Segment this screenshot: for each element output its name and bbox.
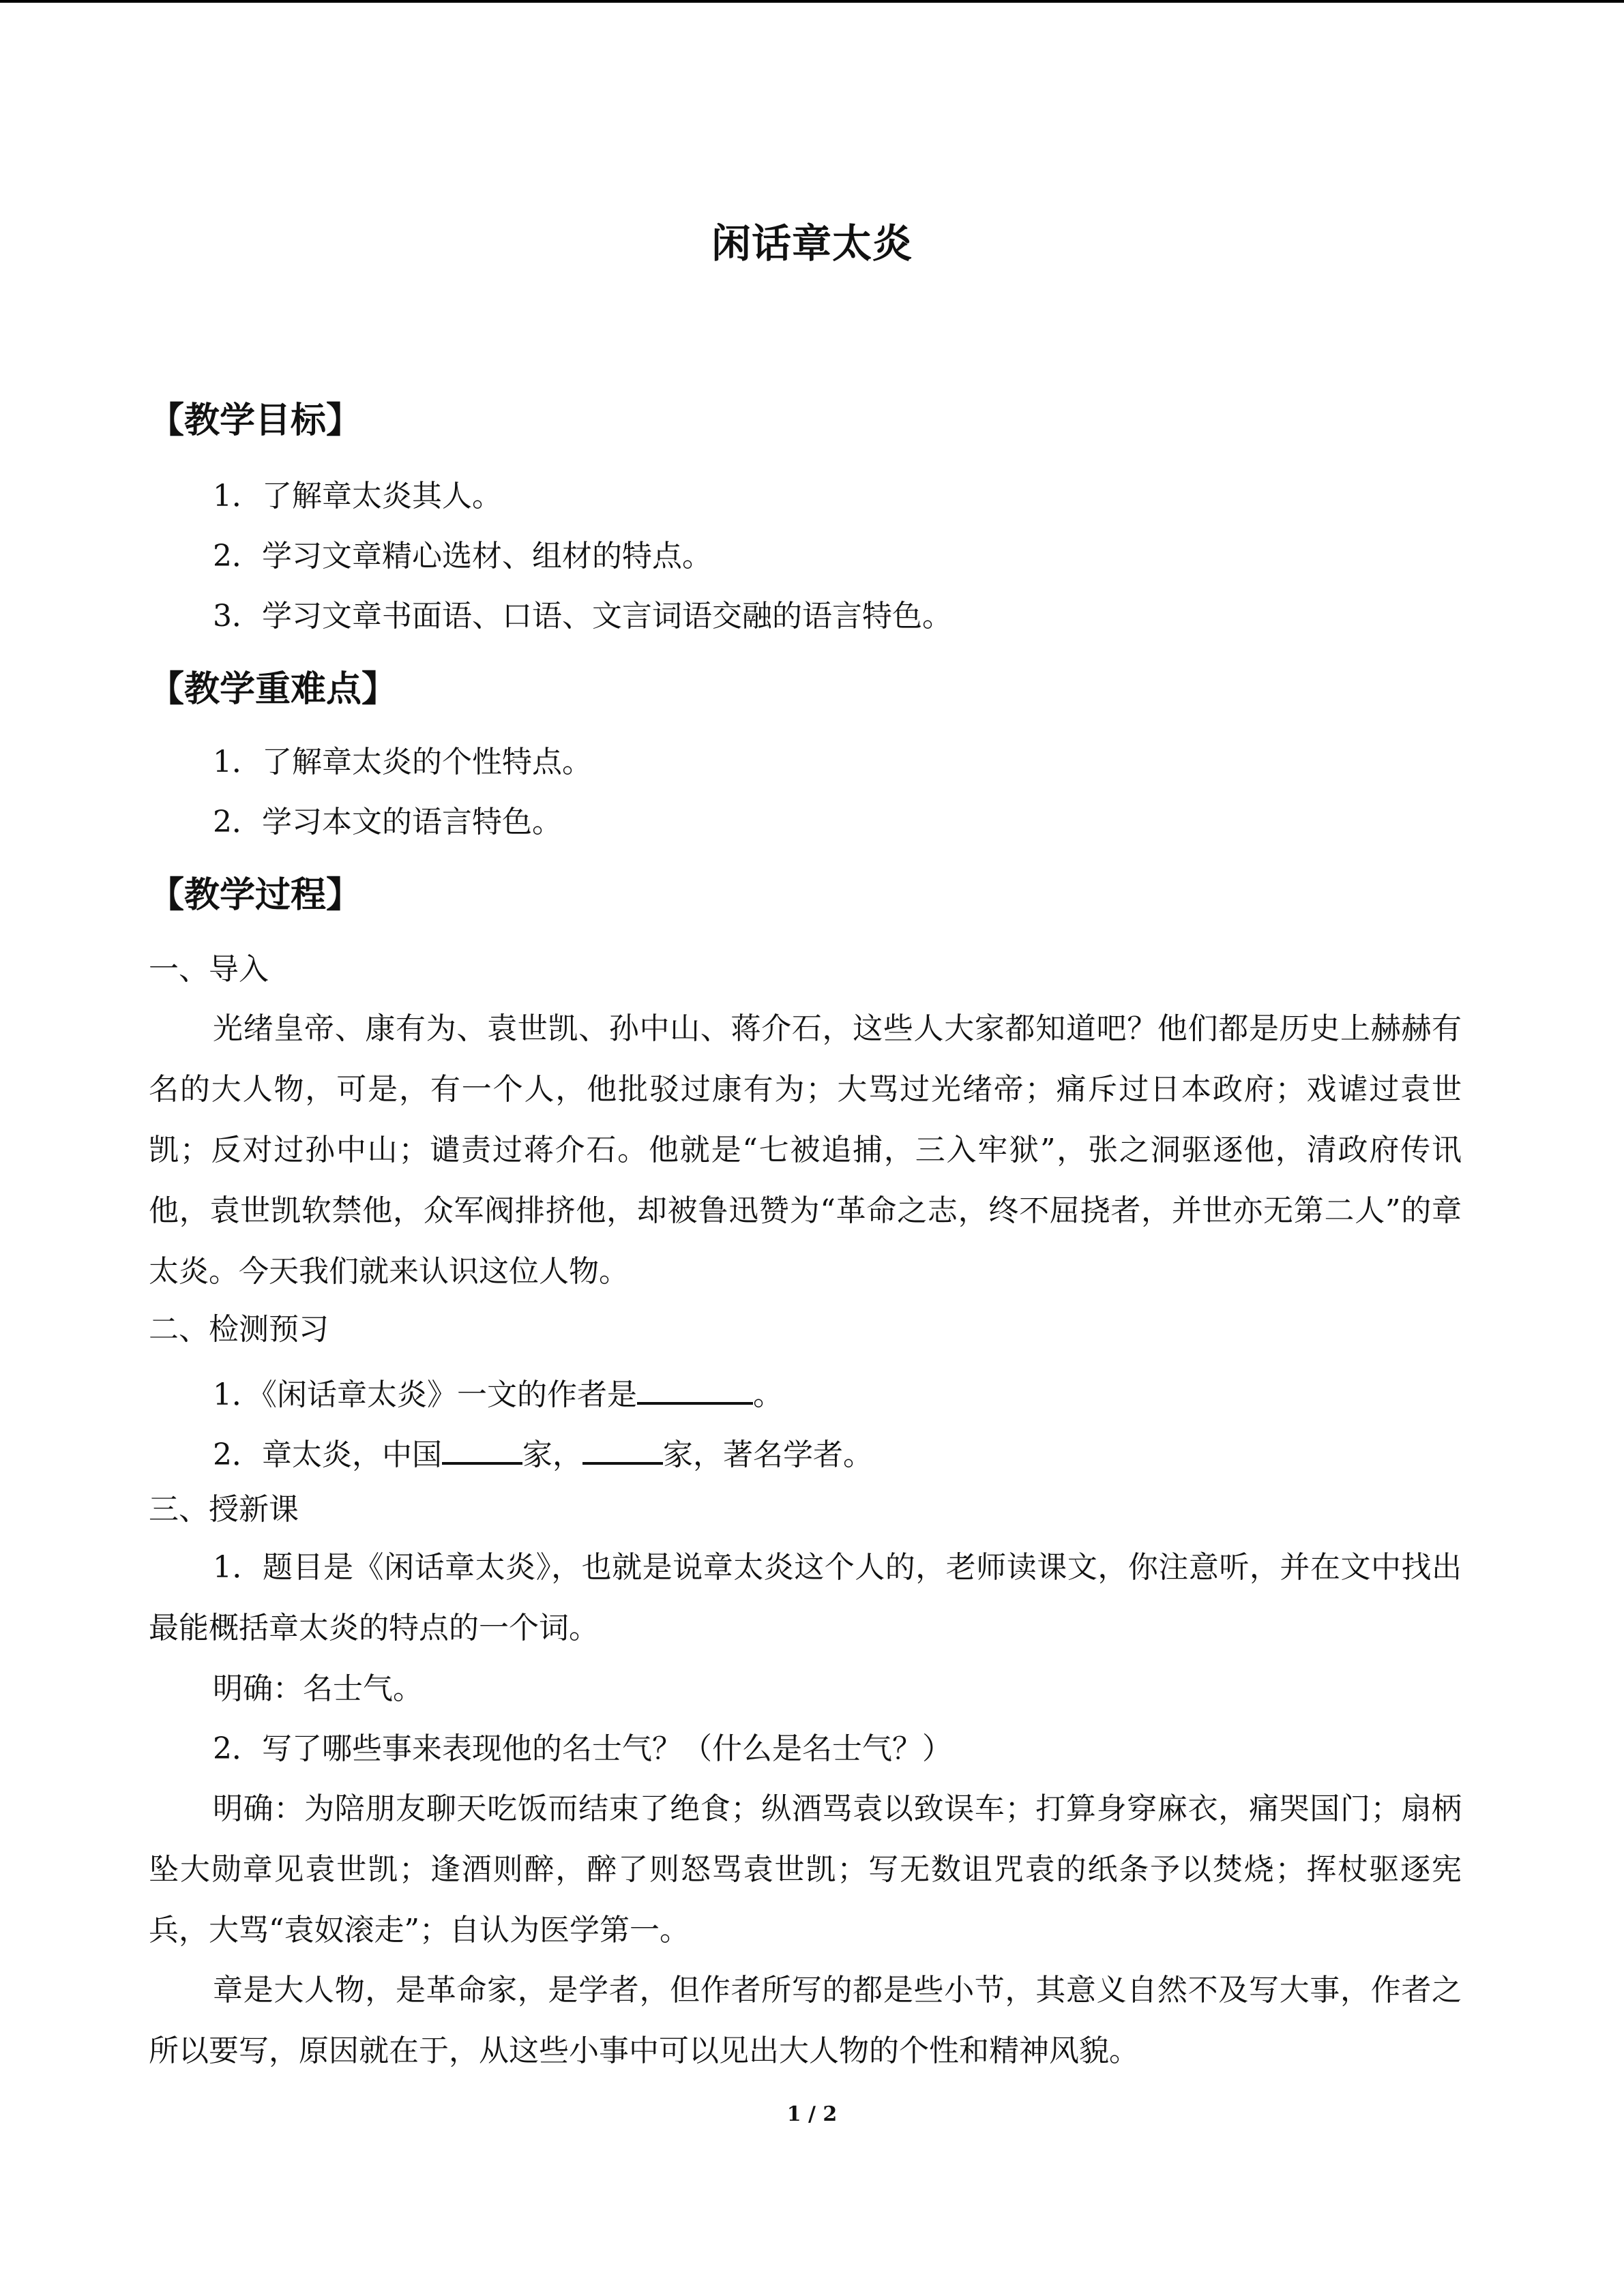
part-label-intro: 一、导入	[149, 952, 269, 987]
part-label-preview: 二、检测预习	[149, 1312, 329, 1347]
document-title: 闲话章太炎	[711, 220, 913, 267]
section-heading-goals: 【教学目标】	[149, 400, 362, 441]
section-heading-process: 【教学过程】	[149, 875, 362, 916]
preview-question-1	[213, 1375, 783, 1410]
lesson-paragraph-3: 章是大人物，是革命家，是学者，但作者所写的都是些小节，其意义自然不及写大事，作者之所以要写，原因就在于，从这些小事中可以见出大人物的个性和精神风貌。	[149, 1973, 1462, 2068]
answer-blank	[442, 1435, 522, 1465]
preview-question-2	[213, 1435, 873, 1470]
goal-item-3: 3．学习文章书面语、口语、文言词语交融的语言特色。	[213, 599, 952, 633]
keypoint-item-1: 1．了解章太炎的个性特点。	[213, 745, 592, 779]
preview-q2-end: 家，著名学者。	[663, 1437, 873, 1472]
preview-q1-end: 。	[753, 1377, 783, 1412]
lesson-answer-1: 明确：名士气。	[213, 1671, 423, 1706]
lesson-question-1: 1．题目是《闲话章太炎》，也就是说章太炎这个人的，老师读课文，你注意听，并在文中找出最能概括章太炎的特点的一个词。	[149, 1550, 1462, 1645]
preview-q2-text: 2．章太炎，中国	[213, 1437, 442, 1472]
preview-q2-mid: 家，	[522, 1437, 582, 1472]
answer-blank	[637, 1375, 753, 1405]
top-border	[0, 0, 1624, 3]
answer-blank	[582, 1435, 663, 1465]
preview-q1-text: 1．《闲话章太炎》一文的作者是	[213, 1377, 637, 1412]
intro-paragraph: 光绪皇帝、康有为、袁世凯、孙中山、蒋介石，这些人大家都知道吧？他们都是历史上赫赫有名的大人物，可是，有一个人，他批驳过康有为；大骂过光绪帝；痛斥过日本政府；戏谑过袁世凯；反对过孙中山；谴责过蒋介石。他就是“七被追捕，三入牢狱”，张之洞驱逐他，清政府传讯他，袁世凯软禁他，众军阀排挤他，却被鲁迅赞为“革命之志，终不屈挠者，并世亦无第二人”的章太炎。今天我们就来认识这位人物。	[149, 1011, 1462, 1289]
goal-item-2: 2．学习文章精心选材、组材的特点。	[213, 539, 712, 573]
part-label-new-lesson: 三、授新课	[149, 1492, 299, 1527]
lesson-question-2: 2．写了哪些事来表现他的名士气？（什么是名士气？）	[213, 1731, 952, 1766]
section-heading-keypoints: 【教学重难点】	[149, 669, 398, 710]
goal-item-1: 1．了解章太炎其人。	[213, 479, 502, 513]
keypoint-item-2: 2．学习本文的语言特色。	[213, 805, 562, 839]
lesson-answer-2: 明确：为陪朋友聊天吃饭而结束了绝食；纵酒骂袁以致误车；打算身穿麻衣，痛哭国门；扇柄坠大勋章见袁世凯；逢酒则醉，醉了则怒骂袁世凯；写无数诅咒袁的纸条予以焚烧；挥杖驱逐宪兵，大骂“袁奴滚走”；自认为医学第一。	[149, 1791, 1462, 1948]
page-number: 1 / 2	[786, 2102, 838, 2126]
